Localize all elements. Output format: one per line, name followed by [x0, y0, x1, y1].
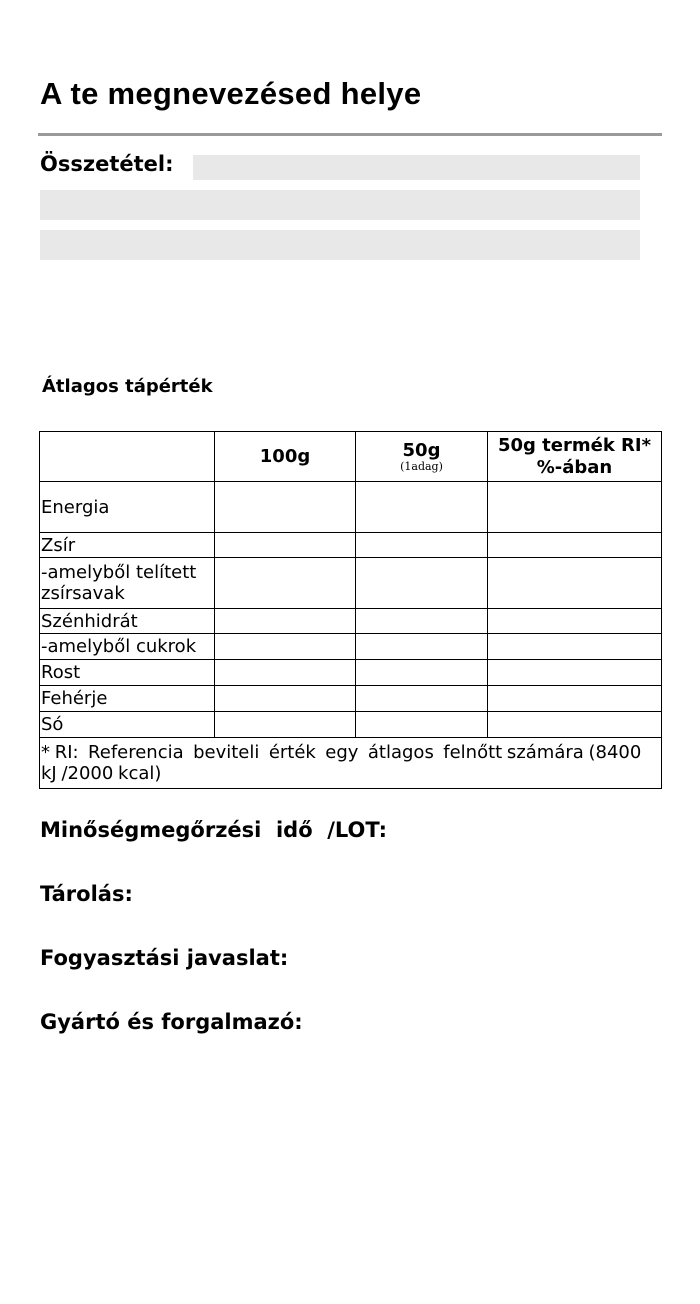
cell-ri[interactable] — [488, 634, 662, 660]
row-label-energia: Energia — [40, 482, 215, 533]
nutrition-table — [39, 431, 662, 789]
title-divider — [38, 133, 662, 136]
composition-field-line-2[interactable] — [40, 190, 640, 220]
table-row — [40, 712, 662, 738]
usage-label: Fogyasztási javaslat: — [40, 946, 289, 970]
cell-ri[interactable] — [488, 686, 662, 712]
header-50g — [356, 432, 488, 482]
cell-ri[interactable] — [488, 660, 662, 686]
table-row — [40, 686, 662, 712]
row-label-rost: Rost — [40, 660, 215, 686]
table-row — [40, 609, 662, 634]
cell-50g[interactable] — [356, 686, 488, 712]
table-row — [40, 533, 662, 558]
row-label-zsir: Zsír — [40, 533, 215, 558]
nutrition-header-row — [40, 432, 662, 482]
cell-100g[interactable] — [215, 558, 356, 609]
cell-ri[interactable] — [488, 533, 662, 558]
header-50g-sub: (1adag) — [400, 460, 443, 473]
storage-label: Tárolás: — [40, 882, 133, 906]
cell-50g[interactable] — [356, 609, 488, 634]
cell-50g[interactable] — [356, 712, 488, 738]
row-label-szenhidrat: Szénhidrát — [40, 609, 215, 634]
cell-100g[interactable] — [215, 712, 356, 738]
footnote-row — [40, 738, 662, 789]
cell-ri[interactable] — [488, 712, 662, 738]
row-label-telitett: -amelyből telített zsírsavak — [40, 558, 215, 609]
table-row — [40, 634, 662, 660]
row-label-so: Só — [40, 712, 215, 738]
header-50g-label: 50g — [402, 440, 441, 461]
cell-50g[interactable] — [356, 482, 488, 533]
row-label-cukrok: -amelyből cukrok — [40, 634, 215, 660]
row-label-feherje: Fehérje — [40, 686, 215, 712]
cell-ri[interactable] — [488, 609, 662, 634]
cell-100g[interactable] — [215, 482, 356, 533]
cell-100g[interactable] — [215, 686, 356, 712]
ri-footnote: * RI: Referencia beviteli érték egy átlagos felnőtt számára (8400 kJ /2000 kcal) — [40, 738, 662, 789]
cell-50g[interactable] — [356, 634, 488, 660]
cell-100g[interactable] — [215, 634, 356, 660]
header-100g: 100g — [215, 432, 356, 482]
cell-50g[interactable] — [356, 660, 488, 686]
table-row — [40, 558, 662, 609]
composition-field-line-1[interactable] — [193, 155, 640, 180]
best-before-label: Minőségmegőrzési idő /LOT: — [40, 818, 387, 842]
header-ri-percent: 50g termék RI* %-ában — [488, 432, 662, 482]
nutrition-title: Átlagos tápérték — [42, 376, 213, 397]
product-name-title: A te megnevezésed helye — [40, 76, 422, 111]
table-row — [40, 482, 662, 533]
cell-ri[interactable] — [488, 558, 662, 609]
manufacturer-label: Gyártó és forgalmazó: — [40, 1010, 303, 1034]
composition-label: Összetétel: — [40, 152, 174, 176]
cell-50g[interactable] — [356, 533, 488, 558]
table-row — [40, 660, 662, 686]
cell-50g[interactable] — [356, 558, 488, 609]
cell-ri[interactable] — [488, 482, 662, 533]
cell-100g[interactable] — [215, 660, 356, 686]
cell-100g[interactable] — [215, 533, 356, 558]
header-empty-cell — [40, 432, 215, 482]
composition-field-line-3[interactable] — [40, 230, 640, 260]
cell-100g[interactable] — [215, 609, 356, 634]
